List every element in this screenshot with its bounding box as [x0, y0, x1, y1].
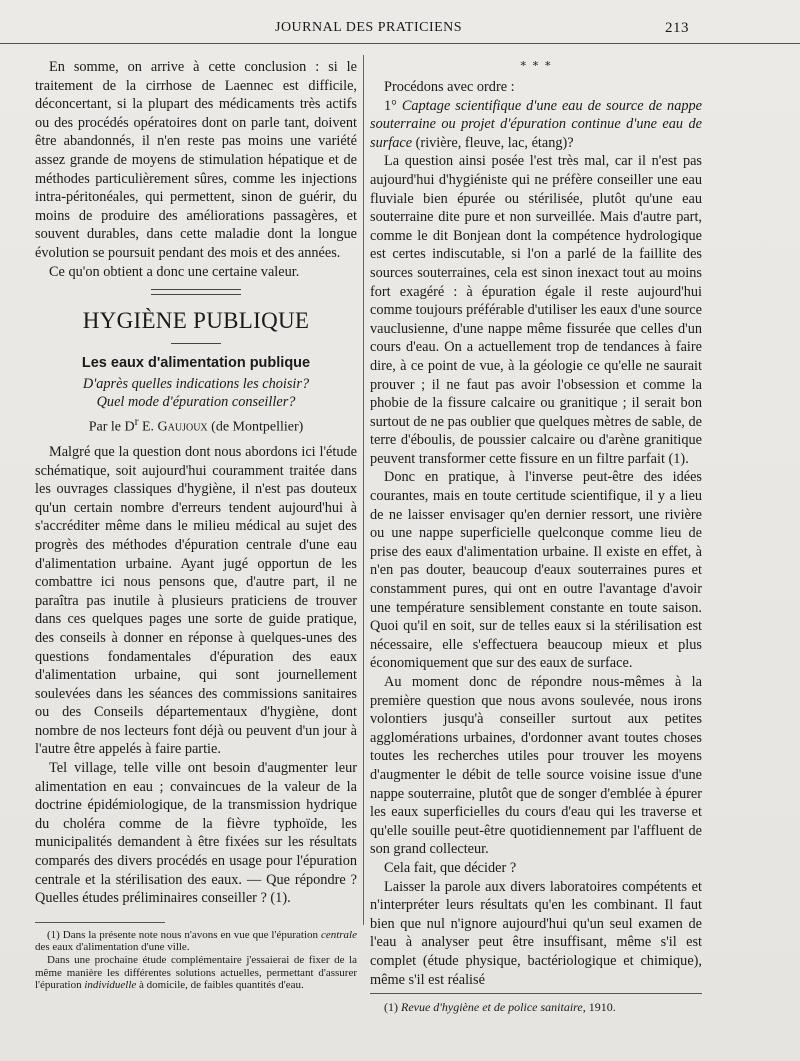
paragraph: Procédons avec ordre : [384, 79, 515, 95]
article-subtitle: D'après quelles indications les choisir? [82, 375, 310, 392]
paragraph: En somme, on arrive à cette conclusion : si le traitement de la cirrhose de Laennec est difficile, déconcertant, si la plupart des médicaments très actifs ou des procédés opératoires dont on parle tant, doivent être abandonnés, il n'en reste pas moins une variété assez grande de moyens de stimulation hépatique et de méthodes particulièrement sûres, comme les injections intra-péritonéales, qui permettent, sinon de guérir, du moins de produire des améliorations passagères, et souvent durables, dans cette maladie dont la longue évolution se poursuit pendant des mois et des années. [35, 59, 357, 261]
running-header [0, 20, 800, 40]
paragraph: Ce qu'on obtient a donc une certaine valeur. [49, 263, 300, 280]
right-column [370, 58, 702, 1017]
section-title: HYGIÈNE PUBLIQUE [82, 308, 310, 334]
item-emphasis: Captage scientifique d'une eau de source de nappe souterraine ou projet d'épuration continue d'une eau de surface [370, 97, 702, 151]
left-column [35, 58, 357, 992]
byline [35, 413, 357, 437]
paragraph: Au moment donc de répondre nous-mêmes à la première question que nous avons soulevée, nous irons volontiers jusqu'à conseiller surtout aux petites agglomérations urbaines, d'ordonner avant toutes choses toutes les recherches utiles pour trouver les moyens d'augmenter le débit de telle source voisine issue d'une nappe souterraine, plutôt que de songer d'emblée à épurer les eaux superficielles du cours d'eau qui les traverse et qu'elle souille peut-être quotidiennement par l'affluent de son grand collecteur. [370, 674, 702, 858]
footnote-emphasis: individuelle [84, 979, 137, 992]
footnote-rule [35, 922, 165, 923]
title-rule [171, 343, 221, 344]
article-title: Les eaux d'alimentation publique [81, 355, 311, 372]
asterism: ∗ ∗ ∗ [519, 58, 553, 70]
footnote-rule [370, 993, 702, 994]
footnote-emphasis: Revue d'hygiène et de police sanitaire [401, 1000, 583, 1015]
paragraph: Cela fait, que décider ? [384, 859, 517, 876]
article-subtitle: Quel mode d'épuration conseiller? [96, 393, 296, 410]
item-text: (rivière, fleuve, lac, étang)? [412, 134, 574, 151]
footnote [35, 954, 357, 992]
journal-title: JOURNAL DES PRATICIENS [275, 20, 463, 35]
item-number: 1° [384, 97, 402, 114]
page-number: 213 [665, 20, 689, 36]
footnote-text: à domicile, de faibles quantités d'eau. [136, 979, 304, 992]
byline-sup: r [134, 414, 139, 428]
section-separator [151, 289, 241, 295]
paragraph: La question ainsi posée l'est très mal, car il n'est pas aujourd'hui d'hygiéniste qui ne préfère conseiller une eau fluviale bien épurée ou stérilisée, plutôt qu'une eau souterraine dite pure et non surveillée. Mais d'autre part, comme le dit Bonjean dont la compétence hydrologique est certes indiscutable, si l'on a parlé de la faillite des sources souterraines, cela est sinon inexact tout au moins fort exagéré : à épuration égale il reste aujourd'hui comme toujours préférable d'utiliser les eaux d'une source vauclusienne, d'une nappe même fissurée que celles d'un cours d'eau. On a actuellement trop de tendances à faire dire, à ce point de vue, à la géologie ce qu'elle ne saurait prouver ; il ne faut pas avoir l'obsession et comme la phobie de la fissure calcaire ou granitique ; il serait bon surtout de ne pas oublier que quelques mètres de sable, de terre d'éboulis, de poussier calcaire ou d'arène granitique peuvent transformer cette fissure en un filtre parfait (1). [370, 153, 702, 467]
footnote-text: Dans une prochaine étude complémentaire j'essaierai de fixer de la même manière les différentes solutions actuelles, permettant d'assurer l'épuration [35, 954, 357, 992]
footnote-text: des eaux d'alimentation d'une ville. [35, 941, 190, 954]
paragraph: Malgré que la question dont nous abordons ici l'étude schématique, soit aujourd'hui couramment traitée dans les ouvrages classiques d'hygiène, il n'est pas douteux qu'un certain nombre d'erreurs tendent aujourd'hui à s'accréditer même dans le milieu médical au sujet des progrès des méthodes d'épuration centrale d'une eau d'alimentation urbaine. Ayant jugé opportun de les combattre ici nous pensons que, d'autre part, il ne paraîtra pas inutile à plusieurs praticiens de trouver dans ces quelques pages une sorte de guide pratique, des conseils à donner en réponse à quelques-unes des questions fondamentales d'épuration des eaux d'alimentation urbaine, qui sont journellement soulevées dans les séances des commissions sanitaires ou des Conseils départementaux d'hygiène, dont nombre de nos lecteurs font déjà ou peuvent d'un jour à l'autre être appelés à faire partie. [35, 443, 357, 758]
author-name: Gaujoux [157, 419, 208, 435]
footnote-emphasis: centrale [320, 928, 357, 941]
byline-initial: E. [138, 419, 158, 435]
footnotes [35, 929, 357, 992]
numbered-item [370, 97, 702, 153]
footnote-text: , 1910. [582, 1000, 616, 1015]
paragraph: Tel village, telle ville ont besoin d'augmenter leur alimentation en eau ; convaincues de la valeur de la doctrine épidémiologique, de la transmission hydrique du choléra comme de la fièvre typhoïde, les municipalités demandent à être fixées sur les résultats comparés des divers procédés en usage pour l'épuration centrale et la stérilisation des eaux. — Que répondre ? Quelles études préliminaires conseiller ? (1). [35, 760, 357, 907]
paragraph: Laisser la parole aux divers laboratoires compétents et n'interpréter leurs résultats qu'en les combinant. Il faut bien que nul n'ignore aujourd'hui qu'un seul examen de l'eau à analyser peut être insuffisant, même s'il est complet (étude physique, bactériologique et chimique), même s'il est réalisé [370, 878, 702, 988]
footnote-text: (1) Dans la présente note nous n'avons en vue que l'épuration [47, 928, 321, 941]
footnote [35, 929, 357, 954]
byline-prefix: Par le D [88, 419, 135, 435]
paragraph: Donc en pratique, à l'inverse peut-être des idées courantes, mais en toute certitude scientifique, il y a lieu de ne laisser envisager qu'en dernier ressort, une rivière ou une nappe superficielle quelconque comme lieu de prise des eaux d'alimentation urbaine. Il existe en effet, à n'en pas douter, beaucoup d'eaux souterraines pures et constamment pures, qui ont en outre l'avantage d'avoir une température sensiblement constante en toute saison. Quoi qu'il en soit, sur de telles eaux si la stérilisation est nécessaire, elle s'effectuera beaucoup mieux et plus économiquement que sur des eaux de surface. [370, 469, 702, 672]
byline-suffix: (de Montpellier) [207, 419, 304, 435]
column-divider [363, 55, 364, 925]
footnote-text: (1) [384, 1000, 401, 1015]
footnote [370, 998, 702, 1017]
header-rule [0, 43, 800, 44]
